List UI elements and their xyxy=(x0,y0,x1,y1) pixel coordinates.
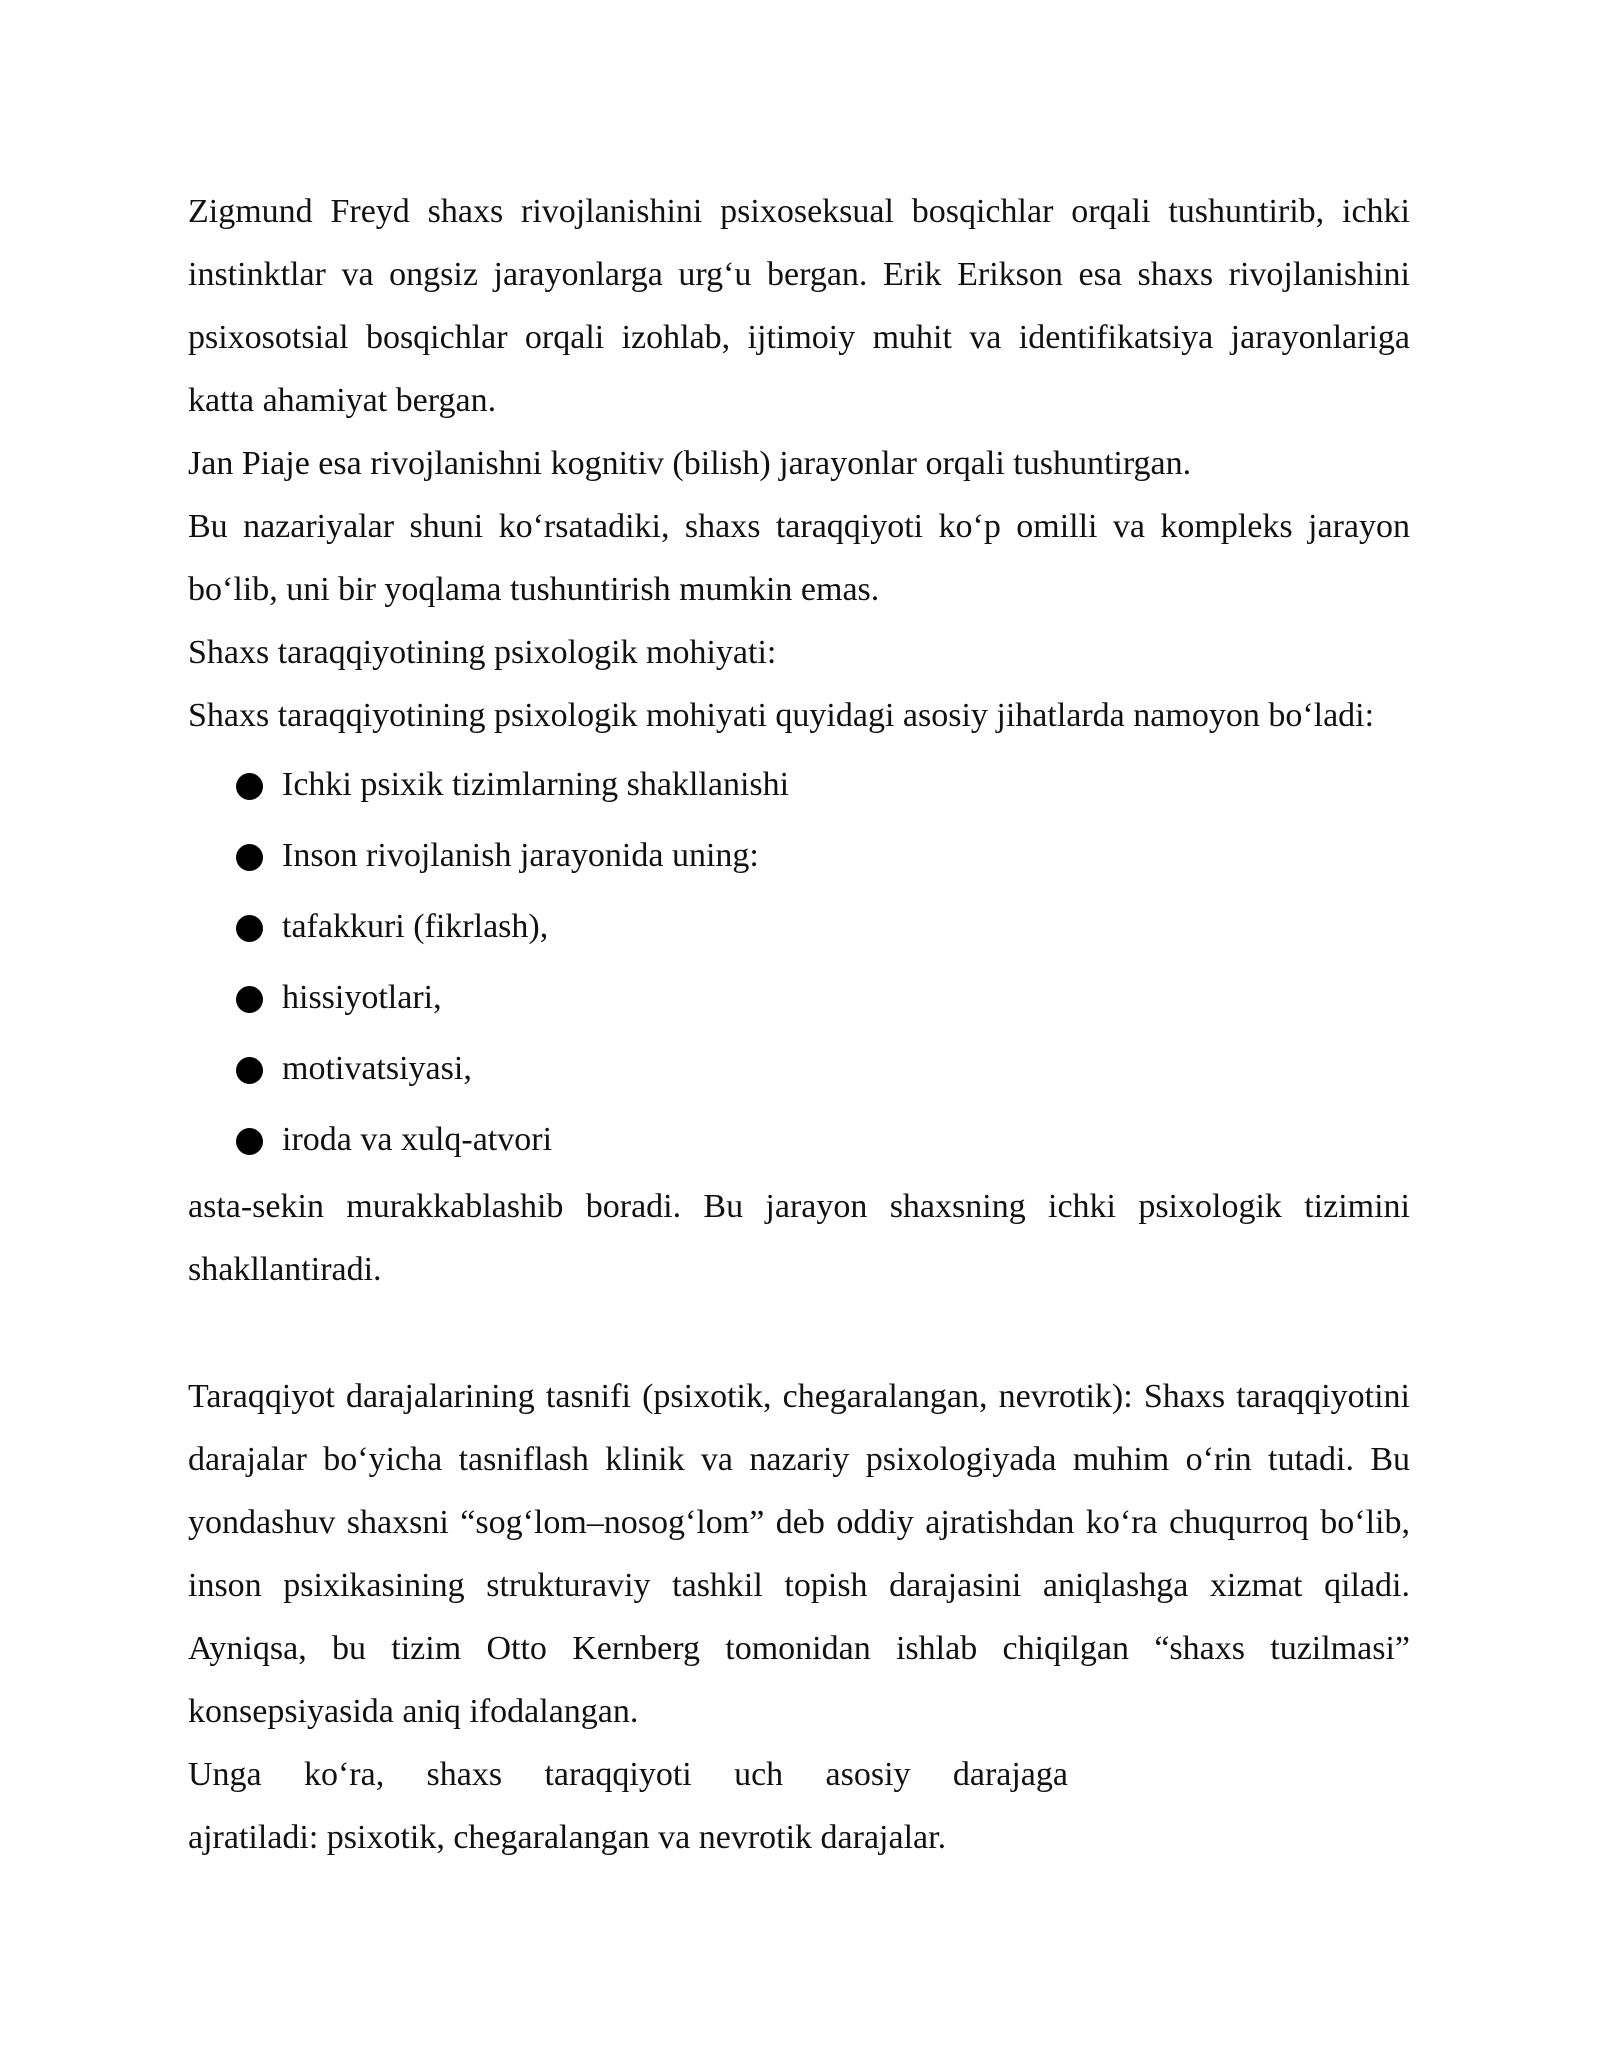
bullet-icon xyxy=(236,1057,263,1084)
bullet-list xyxy=(188,749,1410,1175)
bullet-icon xyxy=(236,1128,263,1155)
list-item-text: Ichki psixik tizimlarning shakllanishi xyxy=(282,766,790,803)
list-item xyxy=(188,1033,1410,1104)
list-item xyxy=(188,962,1410,1033)
paragraph-freyd-erikson: Zigmund Freyd shaxs rivojlanishini psixoseksual bosqichlar orqali tushuntirib, ichki instinktlar va ongsiz jarayonlarga urg‘u bergan. Erik Erikson esa shaxs rivojlanishini psixosotsial bosqichlar orqali izohlab, ijtimoiy muhit va identifikatsiya jarayonlariga katta ahamiyat bergan. xyxy=(188,193,1410,419)
list-item xyxy=(188,891,1410,962)
paragraph-uch-daraja-line1: Unga ko‘ra, shaxs taraqqiyoti uch asosiy darajaga xyxy=(188,1756,1068,1793)
paragraph-spacer xyxy=(188,1301,1410,1365)
list-item xyxy=(188,749,1410,820)
bullet-icon xyxy=(236,915,263,942)
paragraph-murakkablashib: asta-sekin murakkablashib boradi. Bu jarayon shaxsning ichki psixologik tizimini shakllantiradi. xyxy=(188,1188,1410,1288)
list-item-text: iroda va xulq-atvori xyxy=(282,1121,553,1158)
bullet-icon xyxy=(236,986,263,1013)
list-item-text: tafakkuri (fikrlash), xyxy=(282,908,549,945)
paragraph-mohiyat-intro: Shaxs taraqqiyotining psixologik mohiyati quyidagi asosiy jihatlarda namoyon bo‘ladi: xyxy=(188,697,1375,734)
paragraph-nazariyalar: Bu nazariyalar shuni ko‘rsatadiki, shaxs taraqqiyoti ko‘p omilli va kompleks jarayon bo‘lib, uni bir yoqlama tushuntirish mumkin emas. xyxy=(188,508,1410,608)
paragraph-piaje: Jan Piaje esa rivojlanishni kognitiv (bilish) jarayonlar orqali tushuntirgan. xyxy=(188,445,1192,482)
list-item-text: Inson rivojlanish jarayonida uning: xyxy=(282,837,759,874)
list-item xyxy=(188,1104,1410,1175)
bullet-icon xyxy=(236,844,263,871)
document-page xyxy=(188,180,1410,1869)
paragraph-uch-daraja-line2: ajratiladi: psixotik, chegaralangan va nevrotik darajalar. xyxy=(188,1819,947,1856)
section-heading-mohiyat: Shaxs taraqqiyotining psixologik mohiyati: xyxy=(188,634,777,671)
paragraph-tasnif: Taraqqiyot darajalarining tasnifi (psixotik, chegaralangan, nevrotik): Shaxs taraqqiyotini darajalar bo‘yicha tasniflash klinik va nazariy psixologiyada muhim o‘rin tutadi. Bu yondashuv shaxsni “sog‘lom–nosog‘lom” deb oddiy ajratishdan ko‘ra chuqurroq bo‘lib, inson psixikasining strukturaviy tashkil topish darajasini aniqlashga xizmat qiladi. Ayniqsa, bu tizim Otto Kernberg tomonidan ishlab chiqilgan “shaxs tuzilmasi” konsepsiyasida aniq ifodalangan. xyxy=(188,1378,1410,1730)
bullet-icon xyxy=(236,773,263,800)
list-item-text: motivatsiyasi, xyxy=(282,1050,472,1087)
list-item xyxy=(188,820,1410,891)
list-item-text: hissiyotlari, xyxy=(282,979,442,1016)
